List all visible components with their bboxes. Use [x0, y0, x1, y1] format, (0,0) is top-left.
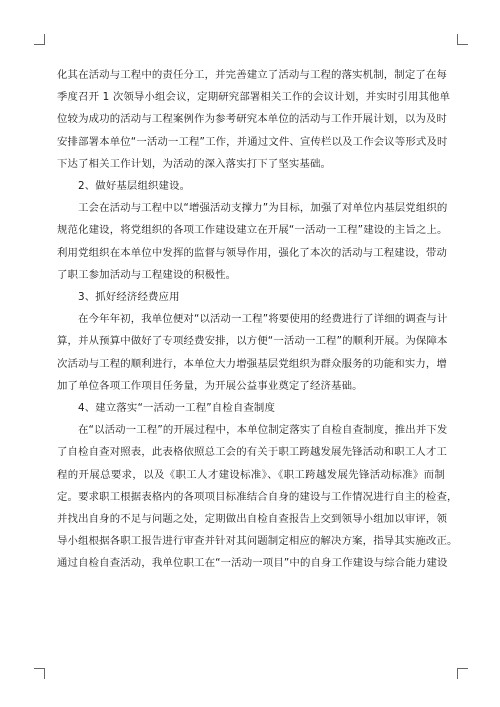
text-line: 通过自检自查活动，我单位职工在“一活动一项目”中的自身工作建设与综合能力建设	[57, 557, 448, 570]
section-heading-2: 2、做好基层组织建设。	[78, 180, 191, 193]
document-body	[57, 64, 458, 575]
paragraph-3	[57, 308, 448, 397]
text-line: 位较为成功的活动与工程案例作为参考研究本单位的活动与工作开展计划，以为及时	[57, 113, 447, 126]
paragraph-4	[57, 419, 458, 574]
section-heading-3: 3、抓好经济经费应用	[78, 291, 180, 304]
text-line: 定。要求职工根据表格内的各项项目标准结合自身的建设与工作情况进行自主的检查，	[57, 490, 458, 503]
crop-mark-top-right	[457, 34, 468, 45]
paragraph-2	[57, 197, 448, 286]
text-line: 季度召开 1 次领导小组会议，定期研究部署相关工作的会议计划，并实时引用其他单	[57, 91, 451, 104]
text-line: 程的开展总要求，以及《职工人才建设标准》、《职工跨越发展先锋活动标准》而制	[57, 468, 445, 481]
crop-mark-bottom-left	[34, 668, 45, 679]
text-line: 在“以活动一工程”的开展过程中，本单位制定落实了自检自查制度，推出并下发	[78, 424, 448, 437]
text-line: 导小组根据各职工报告进行审查并针对其问题制定相应的解决方案，指导其实施改正。	[57, 535, 458, 548]
text-line: 工会在活动与工程中以“增强活动支撑力”为目标，加强了对单位内基层党组织的	[78, 202, 448, 215]
text-line: 在今年年初，我单位便对“以活动一工程”将要使用的经费进行了详细的调查与计	[78, 313, 448, 326]
text-line: 并找出自身的不足与问题之处，定期做出自检自查报告上交到领导小组加以审评，领	[57, 513, 447, 526]
text-line: 安排部署本单位“一活动一工程”工作，并通过文件、宣传栏以及工作会议等形式及时	[57, 135, 448, 148]
text-line: 了职工参加活动与工程建设的积极性。	[57, 268, 237, 281]
crop-mark-top-left	[34, 34, 45, 45]
section-heading-4: 4、建立落实“一活动一工程”自检自查制度	[78, 402, 276, 415]
crop-mark-bottom-right	[457, 668, 468, 679]
text-line: 了自检自查对照表，此表格依照总工会的有关于职工跨越发展先锋活动和职工人才工	[57, 446, 447, 459]
text-line: 下达了相关工作计划，为活动的深入落实打下了坚实基础。	[57, 157, 332, 170]
text-line: 规范化建设，将党组织的各项工作建设建立在开展“一活动一工程”建设的主旨之上。	[57, 224, 448, 237]
paragraph-1	[57, 64, 451, 175]
text-line: 化其在活动与工程中的责任分工，并完善建立了活动与工程的落实机制，制定了在每	[57, 69, 447, 81]
text-line: 次活动与工程的顺利进行，本单位大力增强基层党组织为群众服务的功能和实力，增	[57, 357, 447, 370]
text-line: 利用党组织在本单位中发挥的监督与领导作用，强化了本次的活动与工程建设，带动	[57, 246, 447, 259]
text-line: 算，并从预算中做好了专项经费安排，以方便“一活动一工程”的顺利开展。为保障本	[57, 335, 448, 348]
text-line: 加了单位各项工作项目任务量，为开展公益事业奠定了经济基础。	[57, 379, 363, 392]
